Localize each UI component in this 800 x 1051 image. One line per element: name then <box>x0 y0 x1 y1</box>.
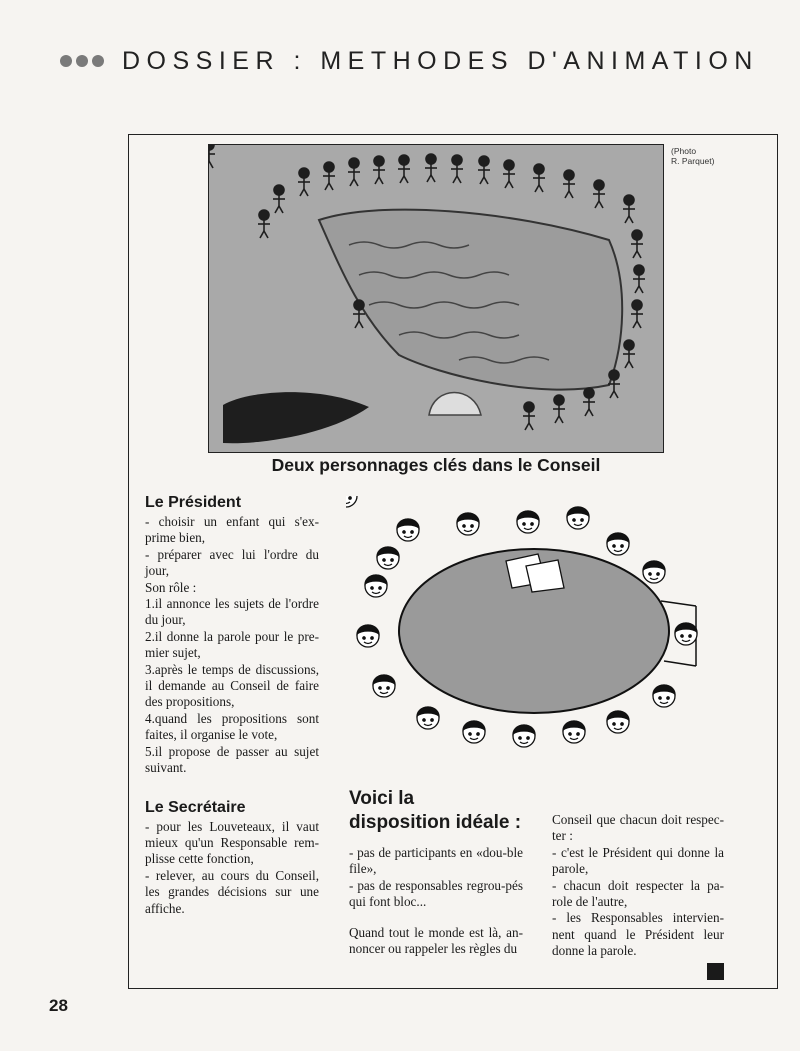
round-table-drawing <box>346 496 718 760</box>
dot-icon <box>60 55 72 67</box>
drawing-illustration <box>209 145 662 451</box>
photo-credit: (Photo R. Parquet) <box>671 146 715 166</box>
disposition-text: - pas de participants en «dou-ble file», - pas de responsables regrou-pés qui font bloc... Quand tout le monde est là, an-noncer ou rappeler les règles du <box>349 845 523 957</box>
right-column <box>552 812 724 960</box>
children-drawing-photo <box>208 144 664 453</box>
bullet-dots <box>60 55 104 67</box>
dot-icon <box>76 55 88 67</box>
council-table-illustration <box>346 496 718 760</box>
president-heading: Le Président <box>145 494 242 511</box>
header-title: DOSSIER : METHODES D'ANIMATION <box>122 46 759 75</box>
page-header <box>60 44 780 78</box>
president-text: - choisir un enfant qui s'ex-prime bien, - préparer avec lui l'ordre du jour, Son rôle : 1.il annonce les sujets de l'ordre du jour, 2.il donne la parole pour le pre-mier sujet, 3.après le temps de discussions, il demande au Conseil de faire des propositions, 4.quand les propositions sont faites, il organise le vote, 5.il propose de passer au sujet suivant. <box>145 514 319 776</box>
left-column <box>145 494 319 917</box>
section-title: Deux personnages clés dans le Conseil <box>271 455 601 475</box>
secretaire-heading: Le Secrétaire <box>145 798 246 816</box>
rules-text: Conseil que chacun doit respec-ter : - c'est le Président qui donne la parole, - chacun doit respecter la pa-role de l'autre, - les Responsables intervien-nent quand le Président leur donne la parole. <box>552 812 724 959</box>
end-mark-icon <box>707 963 724 980</box>
middle-column <box>349 787 523 957</box>
secretaire-text: - pour les Louveteaux, il vaut mieux qu'un Responsable rem-plisse cette fonction, - relever, au cours du Conseil, les grandes décisions sur une affiche. <box>145 818 319 916</box>
disposition-heading: Voici la disposition idéale : <box>349 788 522 833</box>
page-number: 28 <box>49 996 68 1015</box>
dot-icon <box>92 55 104 67</box>
